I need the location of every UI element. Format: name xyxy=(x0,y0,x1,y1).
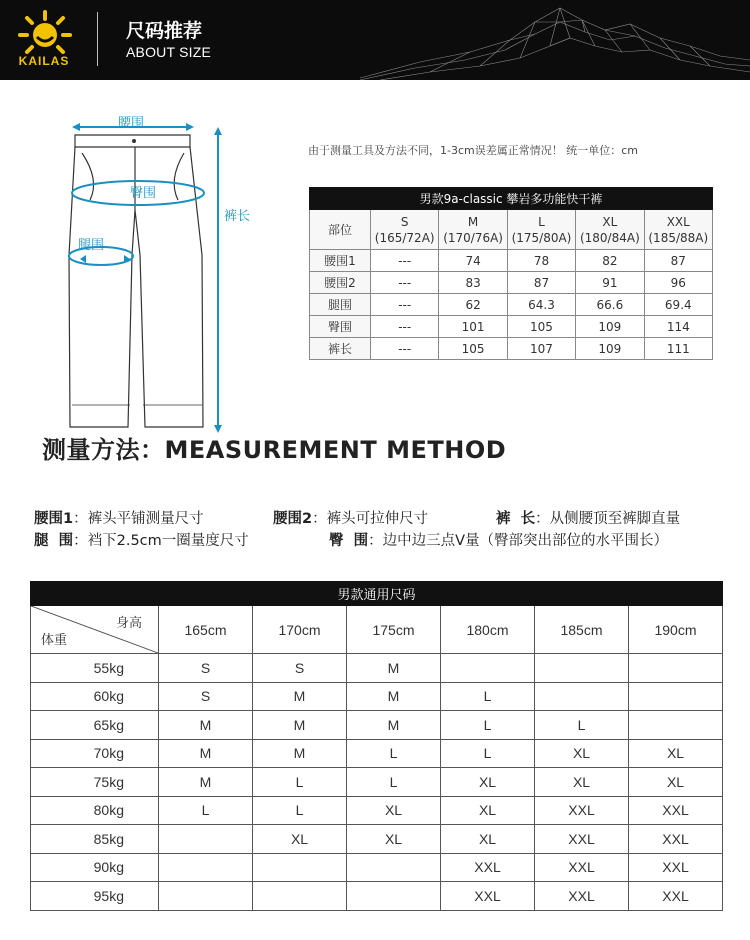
measurement-cell: 83 xyxy=(439,272,507,294)
size-cell: L xyxy=(347,768,441,797)
measurement-cell: 64.3 xyxy=(507,294,575,316)
size-cell: L xyxy=(441,682,535,711)
measurement-cell: --- xyxy=(371,272,439,294)
measurement-cell: 78 xyxy=(507,250,575,272)
table-row xyxy=(31,825,723,854)
size-cell: XL xyxy=(441,768,535,797)
size-header xyxy=(507,210,575,250)
weight-cell: 65kg xyxy=(31,711,159,740)
measurement-cell: --- xyxy=(371,250,439,272)
size-cell: XL xyxy=(535,768,629,797)
measurement-cell: 107 xyxy=(507,338,575,360)
method-waist2: 腰围2：裤头可拉伸尺寸 xyxy=(273,511,429,527)
size-cell xyxy=(629,654,723,683)
measurement-cell: 111 xyxy=(644,338,712,360)
measurement-cell: 91 xyxy=(576,272,644,294)
measurement-note: 由于测量工具及方法不同，1-3cm误差属正常情况！ 统一单位：cm xyxy=(308,144,638,157)
size-spec: (165/72A) xyxy=(374,230,435,245)
corner-header-cell xyxy=(31,606,159,654)
part-name: 腰围1 xyxy=(310,250,371,272)
size-cell: L xyxy=(441,739,535,768)
table-row xyxy=(31,882,723,911)
size-cell: S xyxy=(159,654,253,683)
table-row xyxy=(31,654,723,683)
size-code: L xyxy=(538,214,545,229)
weight-cell: 95kg xyxy=(31,882,159,911)
size-cell: M xyxy=(347,682,441,711)
size-cell: XL xyxy=(629,768,723,797)
table-row xyxy=(31,796,723,825)
measurement-cell: 105 xyxy=(507,316,575,338)
weight-cell: 60kg xyxy=(31,682,159,711)
part-header: 部位 xyxy=(310,210,371,250)
method-title: 测量方法：MEASUREMENT METHOD xyxy=(42,436,507,464)
page-subtitle: ABOUT SIZE xyxy=(126,44,211,60)
size-cell: XXL xyxy=(629,882,723,911)
measurement-cell: 66.6 xyxy=(576,294,644,316)
size-cell: XXL xyxy=(629,825,723,854)
size-cell xyxy=(159,882,253,911)
height-header: 170cm xyxy=(253,606,347,654)
method-length: 裤 长：从侧腰顶至裤脚直量 xyxy=(496,511,681,527)
measurement-cell: 87 xyxy=(507,272,575,294)
size-cell xyxy=(159,853,253,882)
size-cell: XL xyxy=(441,825,535,854)
size-cell: M xyxy=(159,768,253,797)
size-cell: L xyxy=(535,711,629,740)
size-cell: XL xyxy=(535,739,629,768)
size-cell: S xyxy=(253,654,347,683)
size-cell xyxy=(347,882,441,911)
size-header xyxy=(576,210,644,250)
weight-label: 体重 xyxy=(41,633,68,648)
size-cell: L xyxy=(159,796,253,825)
pants-diagram xyxy=(60,105,260,435)
size-cell: XXL xyxy=(441,853,535,882)
size-cell: M xyxy=(347,654,441,683)
table-row xyxy=(310,272,713,294)
table-row xyxy=(31,768,723,797)
size-cell: L xyxy=(253,768,347,797)
size-cell: M xyxy=(253,711,347,740)
hip-label: 臀围 xyxy=(130,186,157,201)
part-name: 腿围 xyxy=(310,294,371,316)
product-table-title: 男款9a-classic 攀岩多功能快干裤 xyxy=(310,188,713,210)
measurement-cell: 82 xyxy=(576,250,644,272)
measurement-cell: 62 xyxy=(439,294,507,316)
size-spec: (185/88A) xyxy=(648,230,709,245)
size-code: XXL xyxy=(666,214,690,229)
measurement-cell: --- xyxy=(371,294,439,316)
header-divider xyxy=(97,12,98,66)
size-cell: M xyxy=(159,711,253,740)
weight-cell: 85kg xyxy=(31,825,159,854)
weight-cell: 70kg xyxy=(31,739,159,768)
measurement-cell: --- xyxy=(371,338,439,360)
size-spec: (180/84A) xyxy=(579,230,640,245)
size-cell xyxy=(159,825,253,854)
size-cell: XXL xyxy=(441,882,535,911)
table-row xyxy=(31,682,723,711)
size-spec: (175/80A) xyxy=(511,230,572,245)
length-label: 裤长 xyxy=(224,209,251,224)
height-header: 175cm xyxy=(347,606,441,654)
size-cell: XXL xyxy=(535,853,629,882)
size-cell: XL xyxy=(347,825,441,854)
size-cell: S xyxy=(159,682,253,711)
size-header xyxy=(644,210,712,250)
general-table-title: 男款通用尺码 xyxy=(31,582,723,606)
size-cell: XXL xyxy=(535,825,629,854)
size-header xyxy=(439,210,507,250)
product-size-table xyxy=(309,187,713,360)
height-header: 185cm xyxy=(535,606,629,654)
size-cell xyxy=(253,853,347,882)
size-cell: XXL xyxy=(535,882,629,911)
part-name: 臀围 xyxy=(310,316,371,338)
size-code: XL xyxy=(602,214,618,229)
header-banner xyxy=(0,0,750,80)
measurement-cell: 109 xyxy=(576,338,644,360)
height-header: 165cm xyxy=(159,606,253,654)
size-cell xyxy=(629,682,723,711)
measurement-cell: 101 xyxy=(439,316,507,338)
method-hip: 臀 围：边中边三点V量（臀部突出部位的水平围长） xyxy=(329,533,669,549)
mountain-graphic xyxy=(360,0,750,80)
size-cell xyxy=(535,654,629,683)
table-row xyxy=(310,338,713,360)
size-cell: M xyxy=(253,682,347,711)
general-size-table xyxy=(30,581,723,911)
table-row xyxy=(310,250,713,272)
size-cell: M xyxy=(159,739,253,768)
size-cell: XXL xyxy=(629,796,723,825)
size-code: M xyxy=(467,214,479,229)
size-cell: XL xyxy=(347,796,441,825)
size-cell: L xyxy=(441,711,535,740)
brand-name: KAILAS xyxy=(18,54,70,68)
size-cell: XL xyxy=(441,796,535,825)
measurement-cell: 105 xyxy=(439,338,507,360)
measurement-cell: 74 xyxy=(439,250,507,272)
weight-cell: 80kg xyxy=(31,796,159,825)
size-cell xyxy=(629,711,723,740)
height-label: 身高 xyxy=(115,616,142,631)
size-cell: M xyxy=(253,739,347,768)
size-cell: XL xyxy=(253,825,347,854)
height-header: 190cm xyxy=(629,606,723,654)
size-header xyxy=(371,210,439,250)
size-cell xyxy=(253,882,347,911)
measurement-cell: 109 xyxy=(576,316,644,338)
method-thigh: 腿 围：裆下2.5cm一圈量度尺寸 xyxy=(34,533,249,549)
size-cell: XL xyxy=(629,739,723,768)
measurement-cell: 69.4 xyxy=(644,294,712,316)
size-cell: M xyxy=(347,711,441,740)
measurement-cell: --- xyxy=(371,316,439,338)
size-cell xyxy=(535,682,629,711)
size-spec: (170/76A) xyxy=(443,230,503,245)
height-header: 180cm xyxy=(441,606,535,654)
measurement-cell: 87 xyxy=(644,250,712,272)
page-title: 尺码推荐 xyxy=(126,20,203,42)
part-name: 腰围2 xyxy=(310,272,371,294)
table-row xyxy=(31,853,723,882)
measurement-cell: 96 xyxy=(644,272,712,294)
size-cell: L xyxy=(253,796,347,825)
size-code: S xyxy=(400,214,409,229)
size-cell: XXL xyxy=(629,853,723,882)
weight-cell: 75kg xyxy=(31,768,159,797)
table-row xyxy=(310,316,713,338)
table-row xyxy=(31,711,723,740)
waist-label: 腰围 xyxy=(118,116,145,131)
weight-cell: 55kg xyxy=(31,654,159,683)
weight-cell: 90kg xyxy=(31,853,159,882)
measurement-cell: 114 xyxy=(644,316,712,338)
thigh-label: 腿围 xyxy=(78,238,105,253)
size-cell: XXL xyxy=(535,796,629,825)
size-cell xyxy=(441,654,535,683)
table-row xyxy=(31,739,723,768)
table-row xyxy=(310,294,713,316)
size-cell xyxy=(347,853,441,882)
size-cell: L xyxy=(347,739,441,768)
part-name: 裤长 xyxy=(310,338,371,360)
method-waist1: 腰围1：裤头平铺测量尺寸 xyxy=(34,511,204,527)
